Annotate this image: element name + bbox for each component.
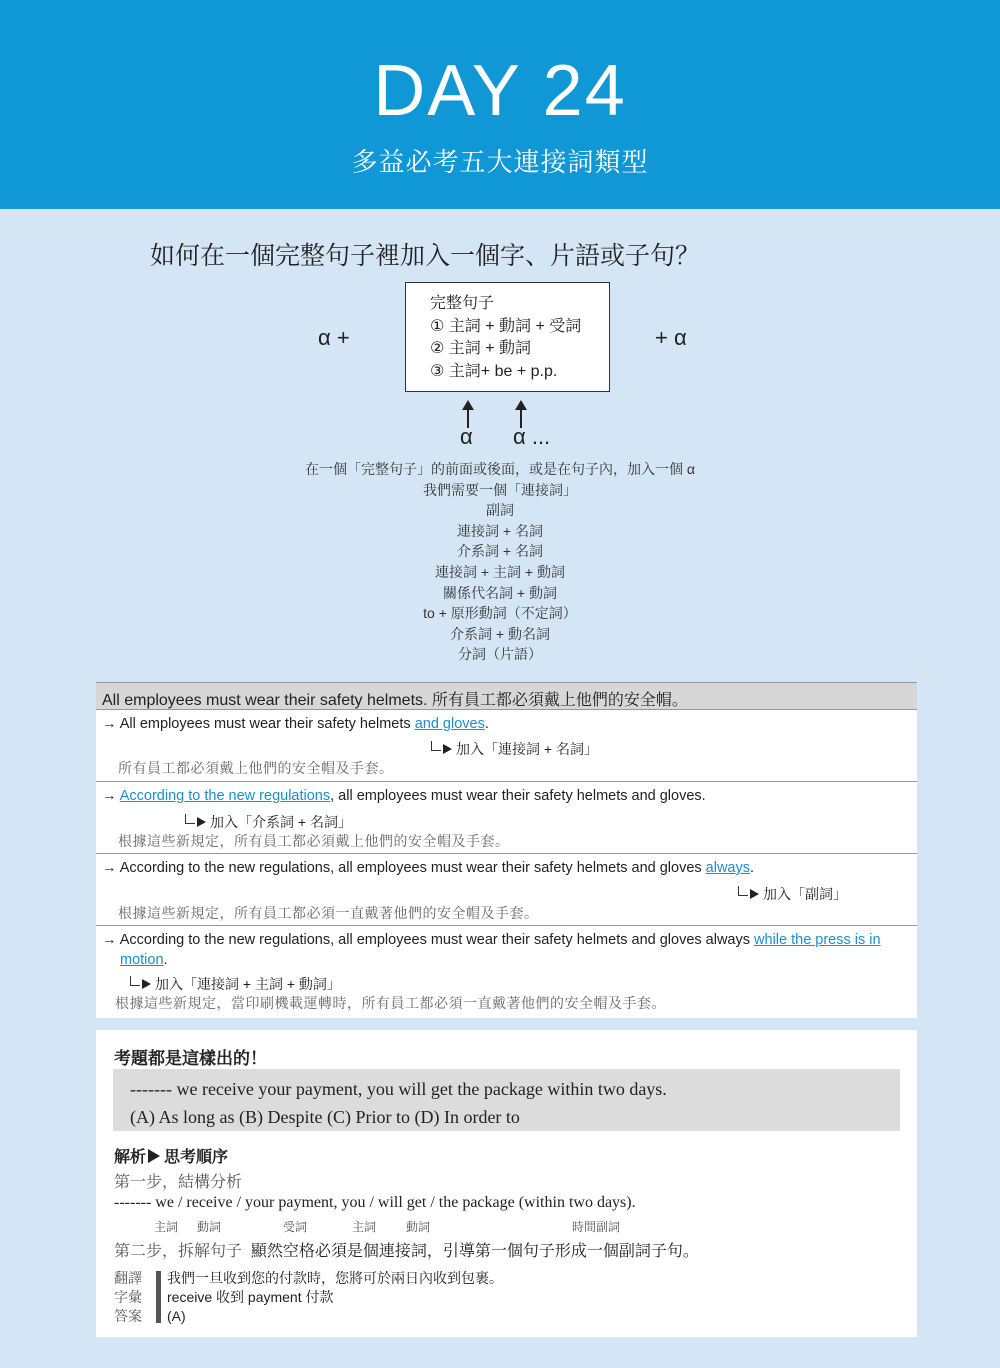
example-note [96,884,917,904]
explain-line: 在一個「完整句子」的前面或後面，或是在句子內，加入一個 α [305,461,695,477]
example-note [96,739,917,759]
example-row [96,710,917,782]
explain-line: 我們需要一個「連接詞」 [423,481,577,498]
grammar-label: 主詞 [154,1220,179,1234]
example-base-sentence: All employees must wear their safety helmets. 所有員工都必須戴上他們的安全帽。 [96,682,917,710]
sentence-text: → According to the new regulations, all employees must wear their safety helmets and gloves [102,860,706,876]
grammar-label: 主詞 [352,1220,377,1234]
sentence-text: . [163,952,168,968]
box-line: ② 主詞 + 動詞 [430,340,532,357]
highlighted-phrase: and gloves [414,716,485,732]
sentence-text: → All employees must wear their safety helmets [102,716,415,732]
explain-line: 副詞 [486,502,514,519]
hook-arrow-icon [738,886,748,896]
explain-line: 介系詞 + 名詞 [457,543,543,560]
explain-line: 介系詞 + 動名詞 [450,625,550,642]
sentence-text: , all employees must wear their safety helmets and gloves. [330,788,706,804]
example-row [96,926,917,1018]
step-two [114,1238,699,1261]
answer-values [167,1269,503,1326]
answer-value: (A) [167,1308,186,1324]
divider-bar [156,1271,161,1323]
grammar-label: 動詞 [197,1220,222,1234]
note-text: 加入「連接詞 + 名詞」 [456,741,598,757]
analysis-label: 解析 [114,1149,147,1166]
day-subtitle: 多益必考五大連接詞類型 [351,147,649,177]
step-two-text: 顯然空格必須是個連接詞，引導第一個句子形成一個副詞子句。 [250,1243,699,1260]
quiz-title: 考題都是這樣出的！ [114,1049,267,1069]
sentence-text: . [750,860,755,876]
analysis-title [114,1144,228,1167]
example-row [96,854,917,926]
label-vocabulary: 字彙 [114,1289,142,1305]
highlighted-phrase: always [705,860,750,876]
explanation-list [0,459,1000,665]
grammar-label: 動詞 [406,1220,431,1234]
step-two-label: 第二步，拆解句子 [114,1243,243,1260]
answer-labels [114,1269,142,1326]
quiz-panel [96,1030,917,1337]
hook-arrow-icon [130,976,140,986]
box-line: ① 主詞 + 動詞 + 受詞 [430,317,582,335]
example-row [96,782,917,854]
example-sentence-cont [96,950,917,970]
explain-line: to + 原形動詞（不定詞） [423,605,577,622]
quiz-question: ------- we receive your payment, you will get the package within two days. [130,1079,667,1099]
triangle-icon [750,889,759,899]
complete-sentence-box [405,282,610,392]
example-note [96,812,917,832]
examples-table [96,682,917,1018]
example-translation: 根據這些新規定，所有員工都必須一直戴著他們的安全帽及手套。 [118,905,539,921]
triangle-icon [443,744,452,754]
translation-value: 我們一旦收到您的付款時，您將可於兩日內收到包裹。 [167,1270,503,1286]
alpha-below: α [460,424,473,449]
day-title: DAY 24 [373,51,627,131]
box-title: 完整句子 [430,295,495,312]
box-line: ③ 主詞+ be + p.p. [430,362,558,380]
sentence-text: → [102,788,120,804]
grammar-label: 時間副詞 [572,1220,621,1234]
vocabulary-value: receive 收到 payment 付款 [167,1289,334,1305]
explain-line: 連接詞 + 名詞 [457,522,543,539]
play-icon [148,1149,160,1163]
example-note [96,974,917,994]
label-answer: 答案 [114,1308,142,1324]
explain-line: 分詞（片語） [458,646,542,663]
example-translation: 所有員工都必須戴上他們的安全帽及手套。 [118,760,394,776]
example-sentence [96,858,917,878]
sentence-text: . [484,716,489,732]
note-text: 加入「介系詞 + 名詞」 [210,814,352,830]
triangle-icon [142,979,151,989]
highlighted-phrase: motion [120,952,164,968]
explain-line: 連接詞 + 主詞 + 動詞 [435,563,565,580]
example-sentence [96,786,917,806]
note-text: 加入「連接詞 + 主詞 + 動詞」 [155,976,341,992]
grammar-label: 受詞 [283,1220,308,1234]
highlighted-phrase: while the press is in [754,932,881,948]
label-translation: 翻譯 [114,1270,142,1286]
alpha-right: + α [655,325,687,350]
quiz-options: (A) As long as (B) Despite (C) Prior to (D) In order to [130,1107,520,1127]
example-sentence [96,714,917,734]
highlighted-phrase: According to the new regulations [119,788,331,804]
sentence-text: → According to the new regulations, all employees must wear their safety helmets and gloves always [102,932,755,948]
triangle-icon [197,817,206,827]
alpha-left: α + [318,325,350,350]
hook-arrow-icon [185,814,195,824]
example-sentence [96,930,917,950]
quiz-question-box [113,1069,900,1131]
note-text: 加入「副詞」 [763,886,847,902]
analysis-sub: 思考順序 [164,1149,229,1166]
page-header [0,0,1000,209]
explain-line: 關係代名詞 + 動詞 [443,584,557,601]
example-translation: 根據這些新規定，所有員工都必須戴上他們的安全帽及手套。 [118,833,510,849]
step-one: 第一步，結構分析 [114,1174,243,1191]
example-translation: 根據這些新規定，當印刷機載運轉時，所有員工都必須一直戴著他們的安全帽及手套。 [115,995,666,1011]
alpha-below: α ... [513,424,551,449]
main-question: 如何在一個完整句子裡加入一個字、片語或子句？ [150,241,701,270]
hook-arrow-icon [431,741,441,751]
structure-sentence: ------- we / receive / your payment, you / will get / the package (within two days). [114,1194,636,1211]
